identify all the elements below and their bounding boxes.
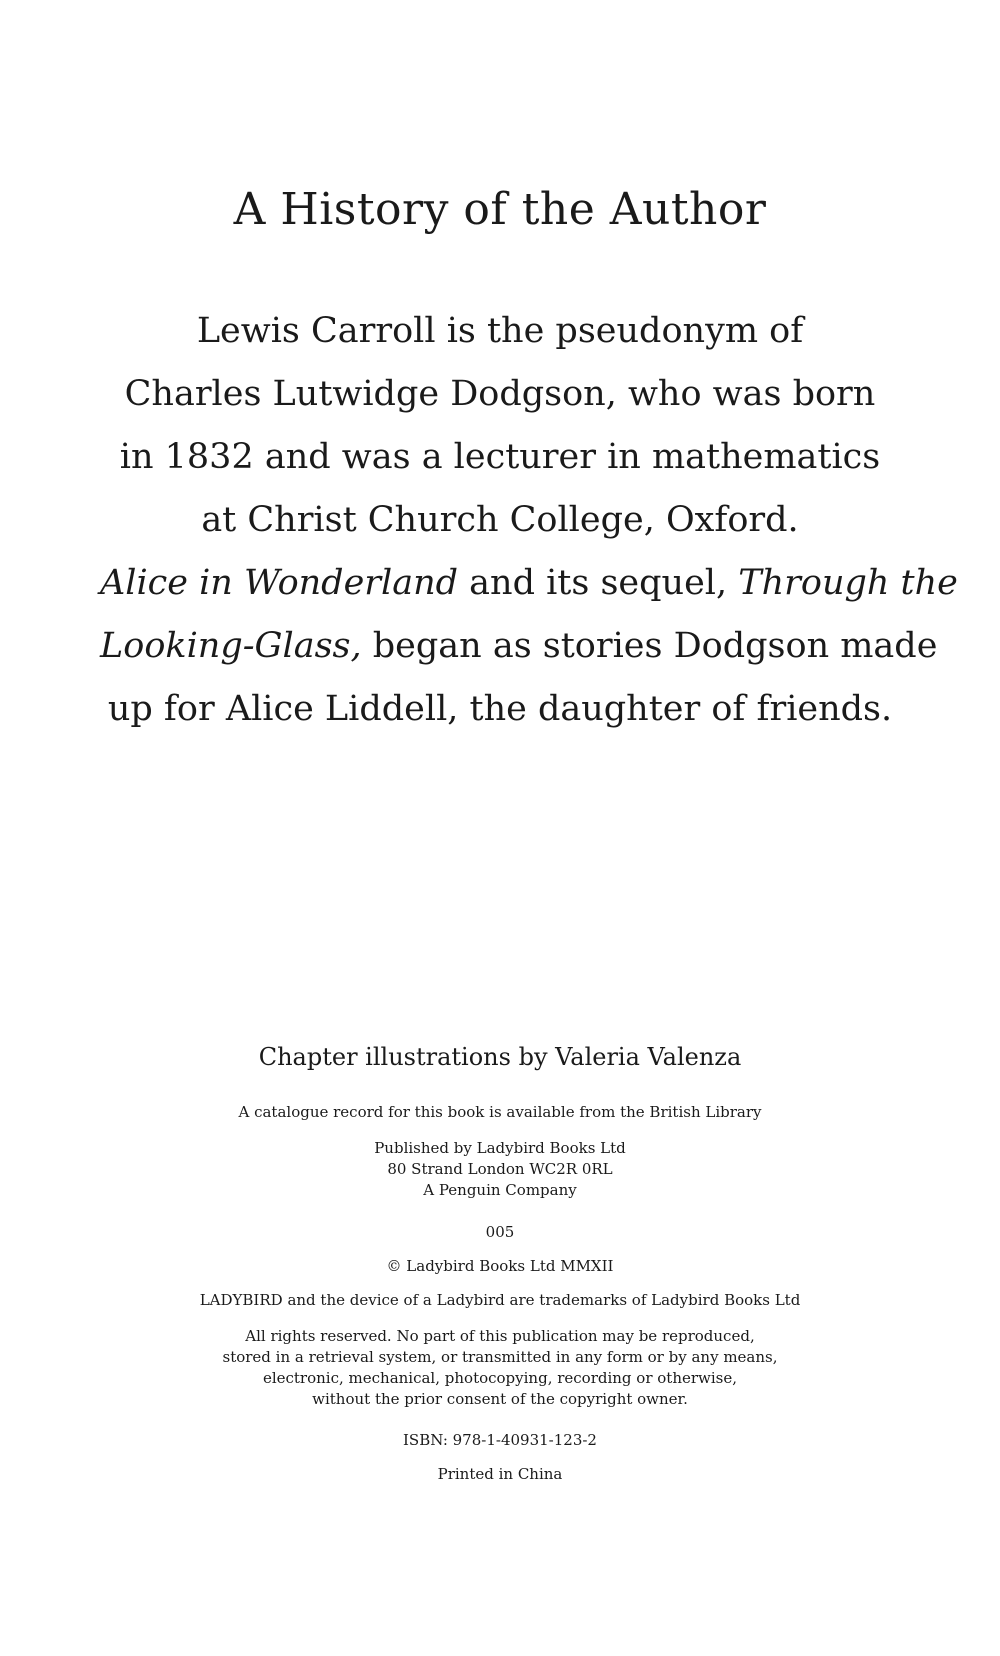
catalogue-text: A catalogue record for this book is available from the British Library: [238, 1103, 762, 1121]
book-title-looking-glass-part1: Through the: [738, 563, 958, 603]
publisher-block: [0, 1138, 1000, 1201]
trademark-notice: [0, 1290, 1000, 1311]
bio-line: [100, 552, 958, 615]
page-title: A History of the Author: [233, 184, 767, 235]
book-title-alice: Alice in Wonderland: [100, 563, 459, 603]
bio-line: Lewis Carroll is the pseudonym of: [196, 311, 804, 351]
catalogue-record: [0, 1102, 1000, 1123]
edition-code: [0, 1222, 1000, 1243]
copyright-notice: [0, 1256, 1000, 1277]
copyright-text: © Ladybird Books Ltd MMXII: [386, 1257, 614, 1275]
rights-notice: [0, 1326, 1000, 1410]
illustration-credit: Chapter illustrations by Valeria Valenza: [258, 1043, 742, 1071]
edition-code-text: 005: [485, 1223, 515, 1241]
printed-in: [0, 1464, 1000, 1485]
isbn-text: ISBN: 978-1-40931-123-2: [403, 1431, 597, 1449]
bio-line: up for Alice Liddell, the daughter of friends.: [107, 689, 893, 729]
printed-in-text: Printed in China: [437, 1465, 563, 1483]
isbn: [0, 1430, 1000, 1451]
rights-line: All rights reserved. No part of this publication may be reproduced,: [245, 1327, 755, 1345]
bio-text: began as stories Dodgson made: [361, 626, 938, 666]
bio-text: and its sequel,: [458, 563, 739, 603]
book-title-looking-glass-part2: Looking-Glass,: [100, 626, 362, 666]
publisher-parent: A Penguin Company: [423, 1181, 577, 1199]
publisher-line: Published by Ladybird Books Ltd: [374, 1139, 626, 1157]
rights-line: electronic, mechanical, photocopying, recording or otherwise,: [262, 1369, 738, 1387]
bio-line: Charles Lutwidge Dodgson, who was born: [124, 374, 876, 414]
bio-line: at Christ Church College, Oxford.: [201, 500, 799, 540]
author-biography: [100, 300, 958, 741]
bio-line: in 1832 and was a lecturer in mathematics: [119, 437, 881, 477]
trademark-text: LADYBIRD and the device of a Ladybird are trademarks of Ladybird Books Ltd: [199, 1291, 801, 1309]
rights-line: stored in a retrieval system, or transmitted in any form or by any means,: [222, 1348, 778, 1366]
bio-line: [100, 615, 938, 678]
rights-line: without the prior consent of the copyright owner.: [312, 1390, 688, 1408]
publisher-address: 80 Strand London WC2R 0RL: [387, 1160, 613, 1178]
